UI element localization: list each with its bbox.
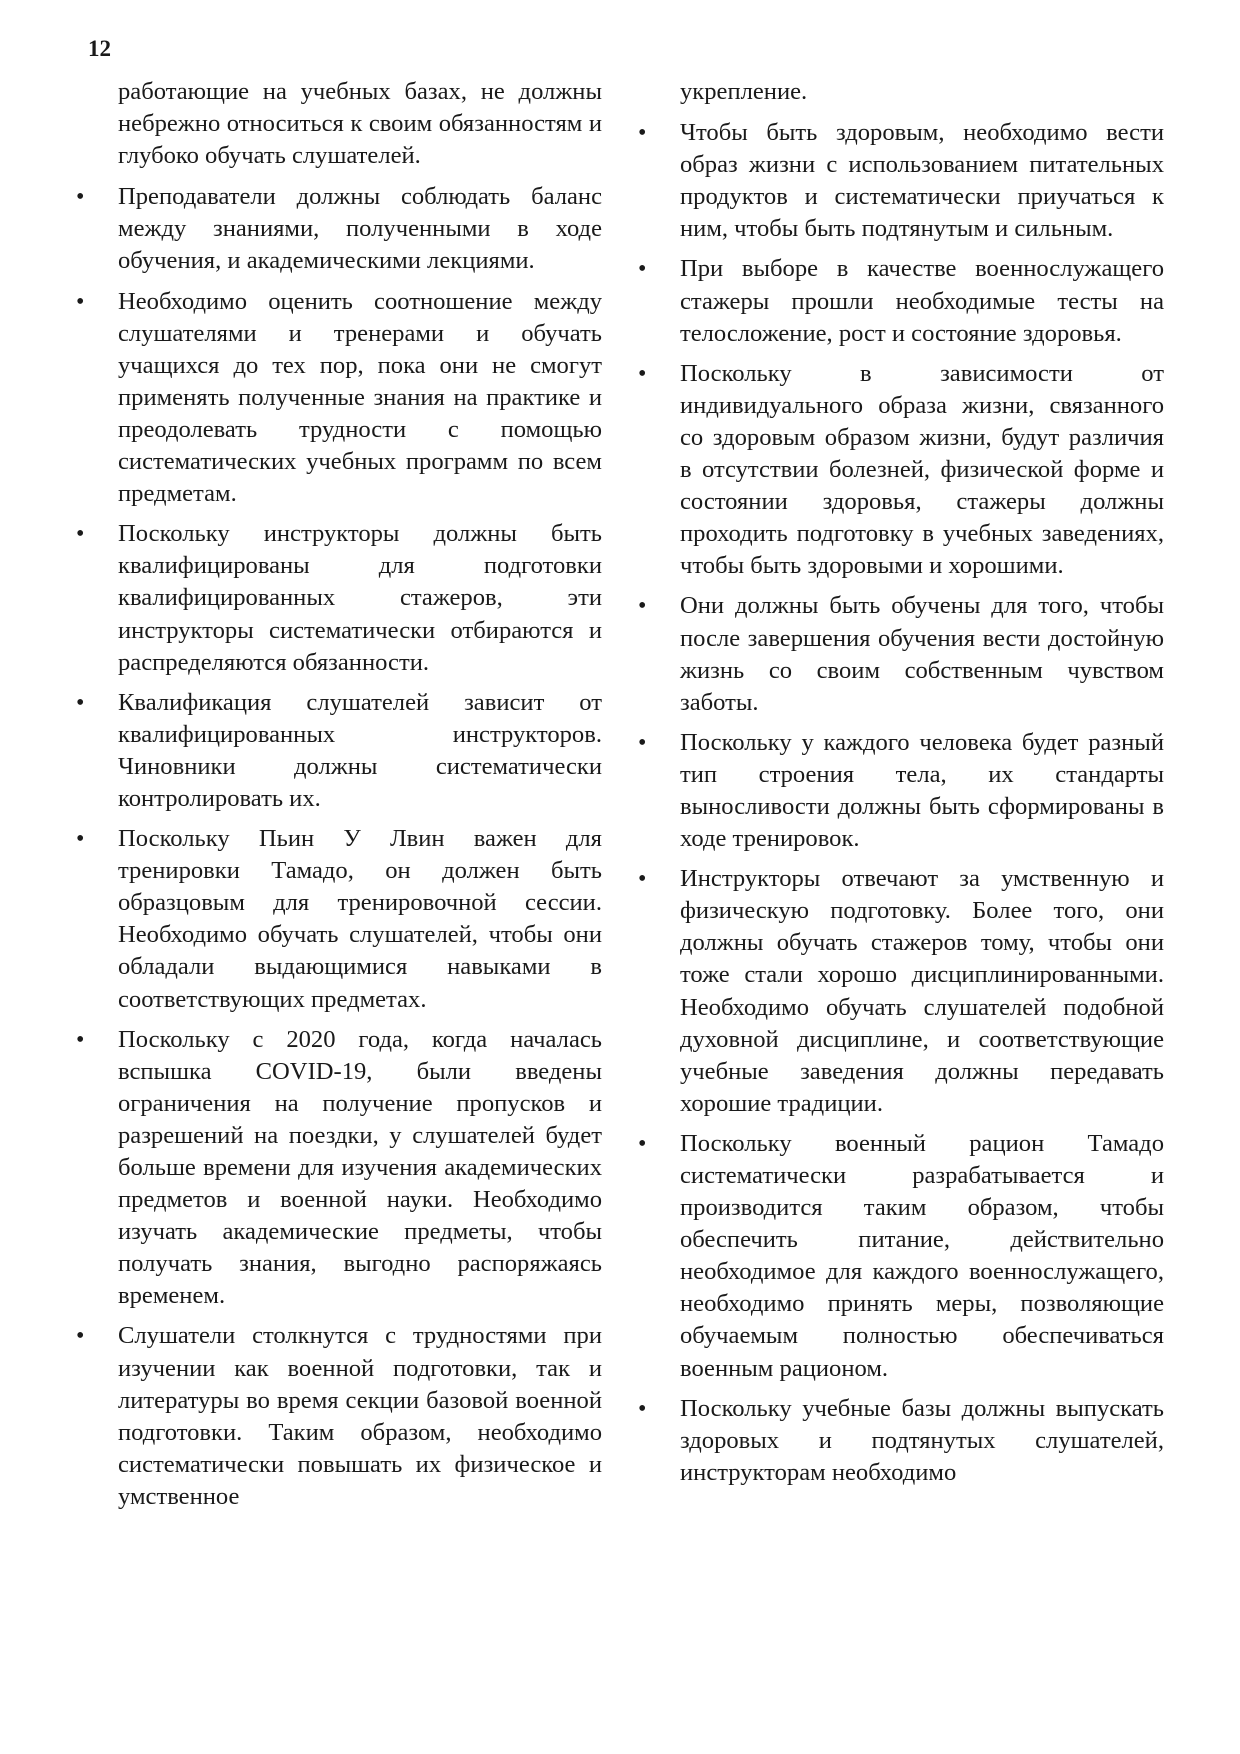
list-item	[638, 117, 1164, 245]
bullet-icon: •	[76, 826, 85, 853]
list-item-text: Поскольку в зависимости от индивидуального образа жизни, связанного со здоровым образом жизни, будут различия в отсутствии болезней, физической форме и состоянии здоровья, стажеры должны проходить подготовку в учебных заведениях, чтобы быть здоровыми и хорошими.	[680, 359, 1164, 580]
bullet-icon: •	[638, 866, 647, 893]
list-item-text: Поскольку инструкторы должны быть квалифицированы для подготовки квалифицированных стажеров, эти инструкторы систематически отбираются и распределяются обязанности.	[118, 520, 602, 676]
paragraph-continuation: укрепление.	[680, 78, 808, 105]
list-item-text: Необходимо оценить соотношение между слушателями и тренерами и обучать учащихся до тех пор, пока они не смогут применять полученные знания на практике и преодолевать трудности с помощью систематических учебных программ по всем предметам.	[118, 287, 602, 508]
bullet-icon: •	[76, 288, 85, 315]
list-item	[638, 863, 1164, 1120]
bullet-icon: •	[76, 184, 85, 211]
list-item-text: При выборе в качестве военнослужащего стажеры прошли необходимые тесты на телосложение, рост и состояние здоровья.	[680, 255, 1164, 347]
bullet-icon: •	[638, 1130, 647, 1157]
page-number: 12	[88, 36, 111, 61]
list-item	[76, 1024, 602, 1313]
list-item	[638, 590, 1164, 718]
list-item	[638, 1393, 1164, 1489]
list-item	[638, 1128, 1164, 1385]
list-item-text: Поскольку учебные базы должны выпускать здоровых и подтянутых слушателей, инструкторам необходимо	[680, 1394, 1164, 1486]
bullet-icon: •	[638, 256, 647, 283]
bullet-icon: •	[76, 1323, 85, 1350]
bullet-icon: •	[638, 593, 647, 620]
bullet-icon: •	[76, 689, 85, 716]
bullet-icon: •	[638, 360, 647, 387]
bullet-icon: •	[76, 1026, 85, 1053]
list-item	[638, 358, 1164, 583]
bullet-icon: •	[638, 1395, 647, 1422]
list-item-text: Преподаватели должны соблюдать баланс между знаниями, полученными в ходе обучения, и академическими лекциями.	[118, 183, 602, 275]
right-column	[638, 76, 1164, 1497]
list-item-text: Чтобы быть здоровым, необходимо вести образ жизни с использованием питательных продуктов и систематически приучаться к ним, чтобы быть подтянутым и сильным.	[680, 119, 1164, 243]
list-item-text: Они должны быть обучены для того, чтобы после завершения обучения вести достойную жизнь со своим собственным чувством заботы.	[680, 592, 1164, 716]
list-item-text: Квалификация слушателей зависит от квалифицированных инструкторов. Чиновники должны систематически контролировать их.	[118, 688, 602, 812]
bullet-icon: •	[638, 729, 647, 756]
list-item-text: Поскольку Пьин У Лвин важен для тренировки Тамадо, он должен быть образцовым для тренировочной сессии. Необходимо обучать слушателей, чтобы они обладали выдающимися навыками в соответствующих предметах.	[118, 825, 602, 1013]
paragraph-continuation: работающие на учебных базах, не должны небрежно относиться к своим обязанностям и глубоко обучать слушателей.	[118, 78, 602, 170]
list-item	[76, 286, 602, 511]
list-item-text: Слушатели столкнутся с трудностями при изучении как военной подготовки, так и литературы во время секции базовой военной подготовки. Таким образом, необходимо систематически повышать их физическое и умственное	[118, 1322, 602, 1510]
bullet-icon: •	[638, 120, 647, 147]
list-item	[76, 823, 602, 1016]
list-item	[76, 1320, 602, 1513]
list-item-text: Поскольку военный рацион Тамадо систематически разрабатывается и производится таким образом, чтобы обеспечить питание, действительно необходимое для каждого военнослужащего, необходимо принять меры, позволяющие обучаемым полностью обеспечиваться военным рационом.	[680, 1129, 1164, 1382]
list-item	[638, 253, 1164, 349]
bullet-icon: •	[76, 521, 85, 548]
list-item	[76, 181, 602, 277]
list-item	[638, 727, 1164, 855]
list-item-text: Поскольку с 2020 года, когда началась вспышка COVID-19, были введены ограничения на получение пропусков и разрешений на поездки, у слушателей будет больше времени для изучения академических предметов и военной науки. Необходимо изучать академические предметы, чтобы получать знания, выгодно распоряжаясь временем.	[118, 1025, 602, 1310]
left-column	[76, 76, 602, 1521]
list-item	[76, 518, 602, 678]
list-item	[76, 687, 602, 815]
list-item-text: Поскольку у каждого человека будет разный тип строения тела, их стандарты выносливости должны быть сформированы в ходе тренировок.	[680, 728, 1164, 853]
list-item-text: Инструкторы отвечают за умственную и физическую подготовку. Более того, они должны обучать стажеров тому, чтобы они тоже стали хорошо дисциплинированными. Необходимо обучать слушателей подобной духовной дисциплине, и соответствующие учебные заведения должны передавать хорошие традиции.	[680, 865, 1164, 1117]
